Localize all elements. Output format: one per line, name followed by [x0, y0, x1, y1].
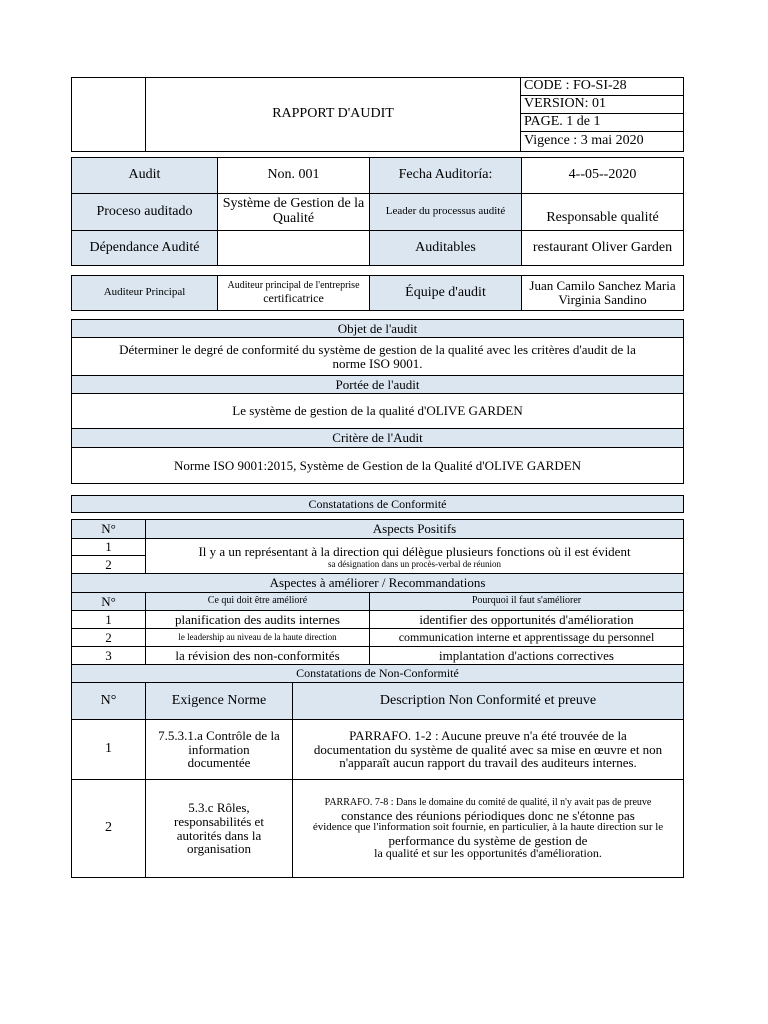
description-1-line-1: PARRAFO. 1-2 : Aucune preuve n'a été trouvée de la	[349, 728, 627, 744]
equipe-label: Équipe d'audit	[405, 284, 486, 300]
ameliorer-row-1-why: identifier des opportunités d'amélioration	[419, 611, 634, 627]
fecha-label: Fecha Auditoría:	[398, 167, 493, 183]
nonconformite-row-2-description	[294, 790, 682, 868]
audit-number: Non. 001	[267, 167, 320, 183]
nonconformite-row-2-exigence	[148, 780, 290, 877]
ameliorer-row-3-number: 3	[105, 647, 112, 663]
leader-value: Responsable qualité	[546, 209, 659, 225]
ameliorer-row-3-what: la révision des non-conformités	[175, 647, 340, 663]
exigence-1-line-3: documentée	[187, 755, 251, 771]
description-2-line-5: la qualité et sur les opportunités d'amélioration.	[374, 846, 602, 861]
exigence-header: Exigence Norme	[171, 692, 267, 708]
proceso-value: Système de Gestion de la Qualité	[222, 196, 365, 226]
ameliorer-row-1-number: 1	[105, 611, 112, 627]
fecha-value: 4--05--2020	[568, 167, 637, 183]
ameliorer-row-3-why: implantation d'actions correctives	[439, 647, 614, 663]
description-1-line-2: documentation du système de qualité avec sa mise en œuvre et non	[313, 741, 663, 757]
auditeur-principal-line1: Auditeur principal de l'entreprise	[227, 280, 360, 292]
document-code: CODE : FO-SI-28	[524, 78, 627, 94]
exigence-2-line-2: responsabilités et	[174, 813, 264, 829]
conformite-row-1-number: 1	[105, 539, 112, 555]
nonconformite-row-1-number: 1	[105, 741, 112, 757]
conformite-title: Constatations de Conformité	[308, 496, 447, 511]
nonconformite-title: Constatations de Non-Conformité	[296, 666, 459, 681]
critere-text: Norme ISO 9001:2015, Système de Gestion de la Qualité d'OLIVE GARDEN	[173, 457, 582, 473]
aspects-positifs-header: Aspects Positifs	[372, 521, 457, 537]
description-2-line-4: performance du système de gestion de	[388, 832, 588, 848]
dependance-value	[218, 231, 369, 265]
ameliorer-no-header: N°	[101, 593, 116, 609]
description-header: Description Non Conformité et preuve	[379, 692, 597, 708]
dependance-label: Dépendance Audité	[89, 239, 200, 255]
description-2-line-3: évidence que l'information soit fournie, en particulier, à la haute direction sur le	[312, 821, 664, 834]
ameliorer-title: Aspectes à améliorer / Recommandations	[269, 575, 486, 591]
ameliorer-why-header: Pourquoi il faut s'améliorer	[471, 595, 582, 607]
proceso-label: Proceso auditado	[96, 203, 193, 219]
document-title: RAPPORT D'AUDIT	[272, 106, 394, 122]
nonconformite-row-1-description	[294, 720, 682, 779]
description-1-line-3: n'apparaît aucun rapport du travail des auditeurs internes.	[339, 755, 637, 771]
nonconformite-no-header: N°	[100, 692, 117, 708]
conformite-row-2-text: sa désignation dans un procès-verbal de réunion	[328, 559, 501, 570]
auditeur-principal-line2: certificatrice	[263, 290, 324, 305]
nonconformite-row-1-exigence	[148, 720, 290, 779]
conformite-row-1-text: Il y a un représentant à la direction qui délègue plusieurs fonctions où il est évident	[198, 544, 631, 560]
portee-title: Portée de l'audit	[335, 376, 420, 392]
exigence-2-line-1: 5.3.c Rôles,	[188, 800, 250, 816]
audit-label: Audit	[128, 167, 161, 183]
ameliorer-row-2-number: 2	[105, 629, 112, 645]
ameliorer-row-2-what: le leadership au niveau de la haute direction	[178, 631, 337, 642]
description-2-line-2: constance des réunions périodiques donc ne s'étonne pas	[341, 807, 635, 823]
description-2-line-1: PARRAFO. 7-8 : Dans le domaine du comité de qualité, il n'y avait pas de preuve	[324, 797, 652, 809]
portee-text: Le système de gestion de la qualité d'OLIVE GARDEN	[232, 403, 523, 419]
equipe-line1: Juan Camilo Sanchez Maria	[529, 278, 676, 294]
ameliorer-what-header: Ce qui doit être amélioré	[207, 595, 308, 607]
ameliorer-row-1-what: planification des audits internes	[175, 611, 340, 627]
conformite-no-header: N°	[101, 521, 116, 537]
objet-text	[72, 338, 683, 375]
ameliorer-row-2-why: communication interne et apprentissage du personnel	[398, 630, 655, 645]
exigence-1-line-1: 7.5.3.1.a Contrôle de la	[158, 728, 280, 744]
equipe-value	[522, 276, 683, 310]
nonconformite-row-2-number: 2	[105, 820, 112, 836]
objet-line2: norme ISO 9001.	[332, 355, 423, 371]
objet-line1: Déterminer le degré de conformité du système de gestion de la qualité avec les critères d'audit de la	[119, 341, 636, 357]
leader-label: Leader du processus audité	[385, 205, 506, 218]
objet-title: Objet de l'audit	[337, 320, 418, 336]
auditables-value: restaurant Oliver Garden	[532, 239, 673, 255]
auditeur-principal-value	[218, 276, 369, 310]
equipe-line2: Virginia Sandino	[558, 292, 647, 307]
auditables-label: Auditables	[415, 239, 476, 255]
exigence-1-line-2: information	[188, 741, 250, 757]
conformite-row-2-number: 2	[105, 556, 112, 572]
document-version: VERSION: 01	[524, 96, 607, 112]
critere-title: Critère de l'Audit	[332, 430, 423, 446]
exigence-2-line-3: autorités dans la	[176, 827, 262, 843]
exigence-2-line-4: organisation	[186, 841, 252, 857]
document-page: PAGE. 1 de 1	[524, 114, 601, 130]
document-vigence: Vigence : 3 mai 2020	[524, 133, 644, 149]
auditeur-principal-label: Auditeur Principal	[103, 286, 186, 299]
